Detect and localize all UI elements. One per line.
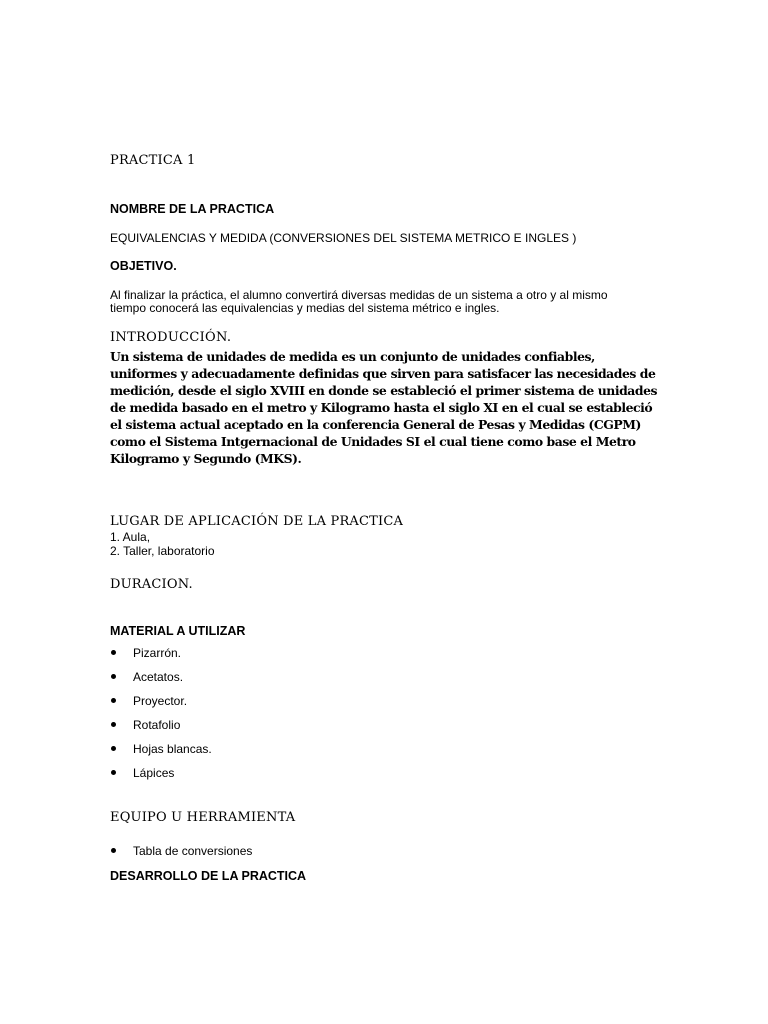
bullet-icon: [111, 698, 116, 703]
list-item-label: Proyector.: [133, 694, 188, 708]
introduccion-heading: INTRODUCCIÓN.: [110, 330, 232, 345]
nombre-heading: NOMBRE DE LA PRACTICA: [110, 202, 275, 216]
nombre-text: EQUIVALENCIAS Y MEDIDA (CONVERSIONES DEL SISTEMA METRICO E INGLES ): [110, 231, 577, 245]
list-item: [110, 766, 212, 790]
page-title: PRACTICA 1: [110, 153, 196, 168]
introduccion-line: Kilogramo y Segundo (MKS).: [110, 451, 302, 466]
bullet-icon: [111, 770, 116, 775]
duracion-heading: DURACION.: [110, 577, 193, 592]
list-item: [110, 670, 212, 694]
introduccion-line: el sistema actual aceptado en la conferencia General de Pesas y Medidas (CGPM): [110, 417, 641, 432]
list-item: [110, 646, 212, 670]
introduccion-line: de medida basado en el metro y Kilogramo hasta el siglo XI en el cual se estableció: [110, 400, 653, 415]
introduccion-line: medición, desde el siglo XVIII en donde se estableció el primer sistema de unidades: [110, 383, 658, 398]
introduccion-line: como el Sistema Intgernacional de Unidades SI el cual tiene como base el Metro: [110, 434, 636, 449]
objetivo-line-1: Al finalizar la práctica, el alumno convertirá diversas medidas de un sistema a otro y al mismo: [110, 288, 608, 302]
equipo-heading: EQUIPO U HERRAMIENTA: [110, 810, 296, 825]
list-item-label: Tabla de conversiones: [133, 844, 253, 858]
equipo-list: [110, 844, 252, 868]
list-item-label: Rotafolio: [133, 718, 181, 732]
list-item: [110, 844, 252, 868]
lugar-item-2: 2. Taller, laboratorio: [110, 544, 215, 558]
list-item-label: Acetatos.: [133, 670, 184, 684]
introduccion-line: Un sistema de unidades de medida es un conjunto de unidades confiables,: [110, 349, 595, 364]
objetivo-line-2: tiempo conocerá las equivalencias y medias del sistema métrico e ingles.: [110, 301, 500, 315]
list-item-label: Hojas blancas.: [133, 742, 212, 756]
material-heading: MATERIAL A UTILIZAR: [110, 624, 246, 638]
lugar-item-1: 1. Aula,: [110, 530, 151, 544]
bullet-icon: [111, 674, 116, 679]
list-item-label: Lápices: [133, 766, 175, 780]
objetivo-heading: OBJETIVO.: [110, 259, 177, 273]
bullet-icon: [111, 848, 116, 853]
lugar-heading: LUGAR DE APLICACIÓN DE LA PRACTICA: [110, 514, 404, 529]
introduccion-line: uniformes y adecuadamente definidas que sirven para satisfacer las necesidades de: [110, 366, 656, 381]
bullet-icon: [111, 650, 116, 655]
desarrollo-heading: DESARROLLO DE LA PRACTICA: [110, 869, 307, 883]
bullet-icon: [111, 722, 116, 727]
introduccion-body: [110, 348, 662, 467]
list-item: [110, 718, 212, 742]
list-item-label: Pizarrón.: [133, 646, 182, 660]
material-list: [110, 646, 212, 790]
list-item: [110, 694, 212, 718]
bullet-icon: [111, 746, 116, 751]
list-item: [110, 742, 212, 766]
